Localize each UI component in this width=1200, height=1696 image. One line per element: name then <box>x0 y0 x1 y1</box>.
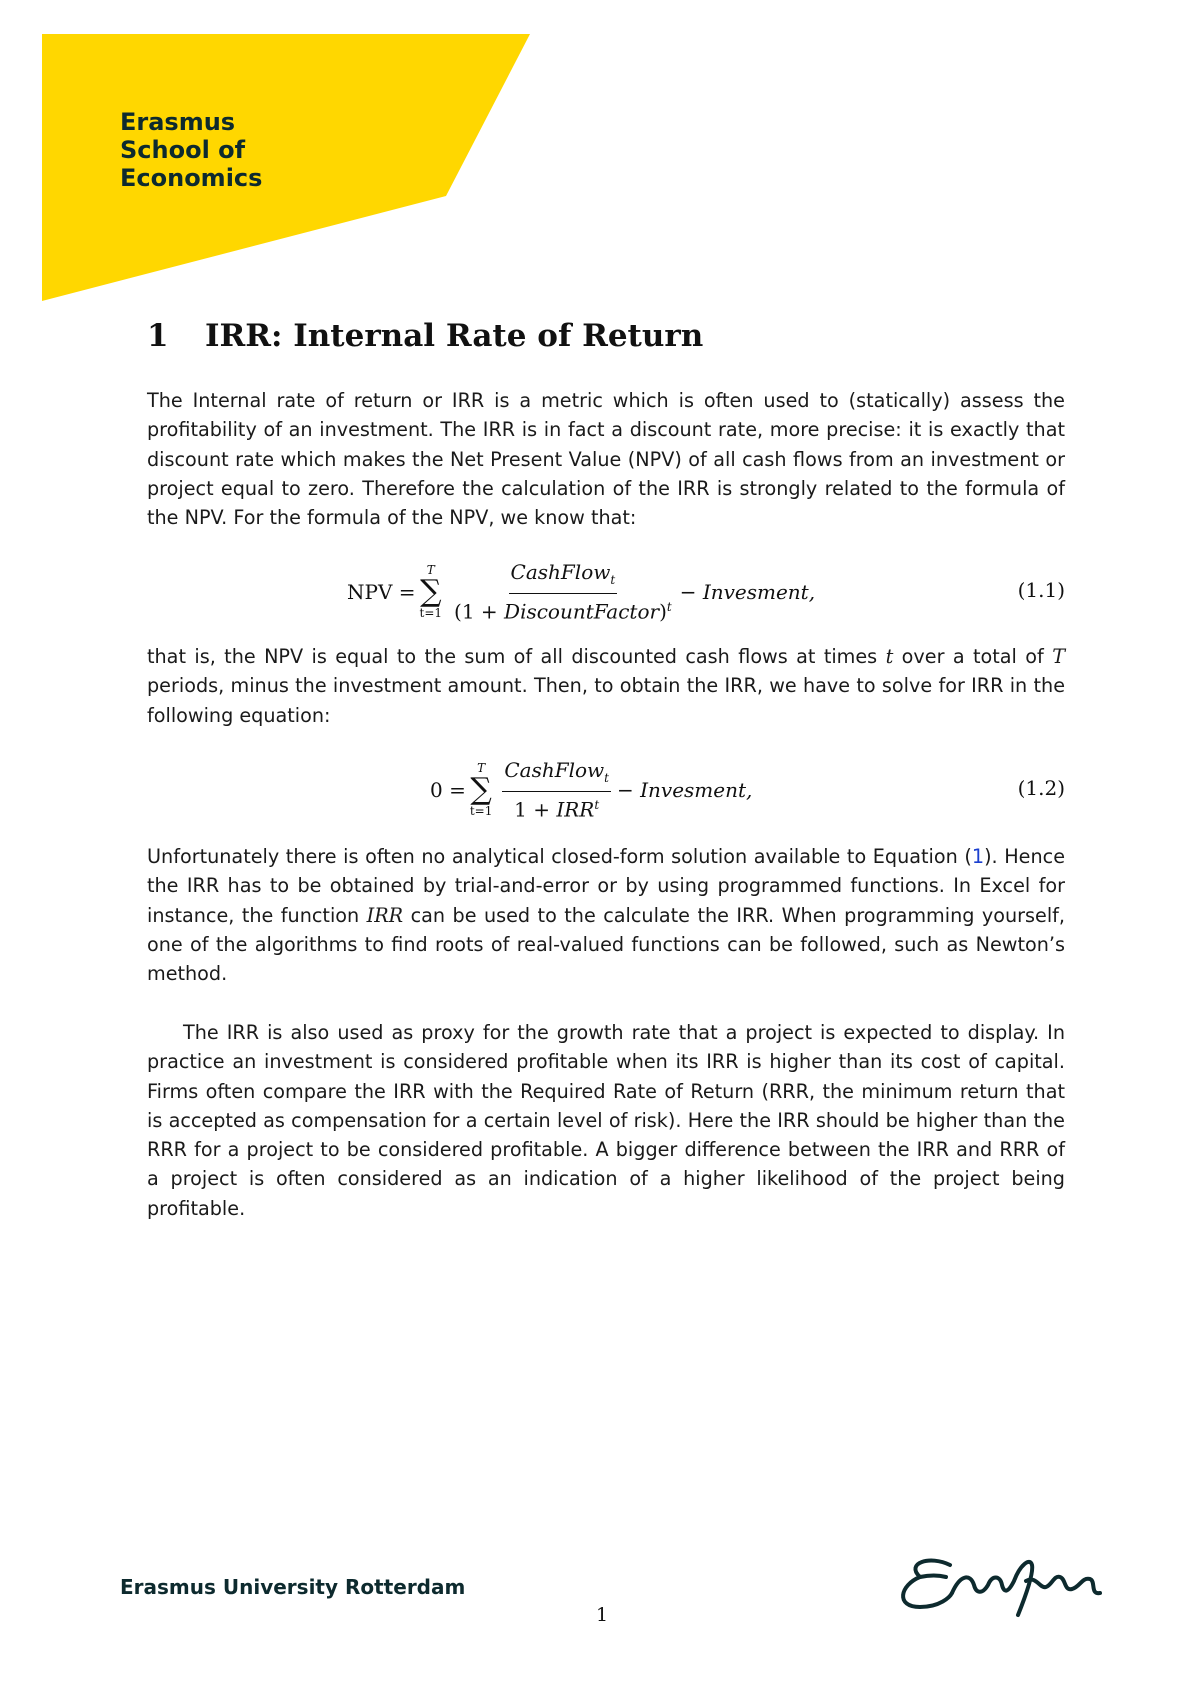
eq2-summation <box>470 762 493 818</box>
paragraph-npv-explanation <box>147 642 1065 730</box>
eq2-lhs: 0 = <box>430 778 466 802</box>
eq1-sum-lower: t=1 <box>419 606 443 620</box>
sigma-icon: ∑ <box>470 772 492 807</box>
p2-text-3: periods, minus the investment amount. Then, to obtain the IRR, we have to solve for IRR in the following equation: <box>147 674 1065 727</box>
p2-text-1: that is, the NPV is equal to the sum of all discounted cash flows at times <box>147 645 886 668</box>
section-number: 1 <box>147 318 169 354</box>
section-heading <box>147 318 703 354</box>
eq2-den-prefix: 1 + <box>514 797 557 822</box>
eq1-den-sup: t <box>666 600 672 615</box>
equation-npv-body <box>347 552 815 632</box>
sigma-icon: ∑ <box>420 574 442 609</box>
eq1-denominator <box>452 594 674 625</box>
equation-reference-link[interactable]: 1 <box>971 845 985 868</box>
header-banner <box>0 0 540 305</box>
p3-text-1: Unfortunately there is often no analytical closed-form solution available to Equation ( <box>147 845 972 868</box>
logo-line-3: Economics <box>120 164 263 192</box>
p2-text-2: over a total of <box>893 645 1053 668</box>
eq2-den-var: IRR <box>556 797 595 822</box>
eq2-fraction <box>502 757 611 823</box>
erasmus-signature-icon <box>890 1545 1110 1625</box>
paragraph-no-closed-form <box>147 842 1065 988</box>
logo-line-2: School of <box>120 136 246 164</box>
equation-irr <box>147 750 1065 830</box>
eq1-numerator <box>509 559 618 594</box>
eq2-number: (1.2) <box>1017 776 1065 800</box>
p2-var-t: t <box>885 645 894 668</box>
eq1-summation <box>420 564 443 620</box>
eq2-numerator-sub: t <box>604 771 609 786</box>
eq1-numerator-sub: t <box>610 573 616 588</box>
eq2-numerator <box>502 757 611 792</box>
eq2-denominator <box>512 792 601 823</box>
section-title-text: IRR: Internal Rate of Return <box>205 318 704 354</box>
p2-var-T: T <box>1052 645 1065 668</box>
paragraph-intro: The Internal rate of return or IRR is a metric which is often used to (statically) assess the profitability of an investment. The IRR is in fact a discount rate, more precise: it is exactly that discount rate which makes the Net Present Value (NPV) of all cash flows from an investment or project equal to zero. Therefore the calculation of the IRR is strongly related to the formula of the NPV. For the formula of the NPV, we know that: <box>147 389 1065 530</box>
eq1-den-var: DiscountFactor <box>504 599 660 624</box>
eq2-tail: − Invesment, <box>617 778 753 802</box>
p3-text-3: can be used to the calculate the IRR. When programming yourself, one of the algorithms to find roots of real-valued functions can be followed, such as Newton’s method. <box>147 903 1065 986</box>
paragraph-growth-rate: The IRR is also used as proxy for the growth rate that a project is expected to display. In practice an investment is considered profitable when its IRR is higher than its cost of capital. Firms often compare the IRR with the Required Rate of Return (RRR, the minimum return that is accepted as compensation for a certain level of risk). Here the IRR should be higher than the RRR for a project to be considered profitable. A bigger difference between the IRR and RRR of a project is often considered as an indication of a higher likelihood of the project being profitable. <box>147 1021 1065 1220</box>
p3-function-name: IRR <box>366 903 404 927</box>
eq1-sum-upper: T <box>426 563 435 577</box>
school-logo <box>120 108 262 192</box>
eq1-number: (1.1) <box>1017 578 1065 602</box>
eq1-numerator-text: CashFlow <box>510 560 611 585</box>
equation-npv <box>147 552 1065 632</box>
eq2-sum-upper: T <box>477 761 486 775</box>
eq2-sum-lower: t=1 <box>469 804 493 818</box>
eq1-tail: − Invesment, <box>679 580 816 604</box>
university-brand: Erasmus University Rotterdam <box>120 1575 466 1599</box>
equation-irr-body <box>430 750 752 830</box>
eq1-den-prefix: (1 + <box>454 599 505 624</box>
page-number: 1 <box>595 1604 609 1626</box>
p3-text-2: ). Hence the IRR has to be obtained by trial-and-error or by using programmed functions. In Excel for instance, the function <box>147 845 1065 927</box>
logo-line-1: Erasmus <box>120 108 236 136</box>
eq1-lhs: NPV = <box>347 580 416 604</box>
eq1-fraction <box>452 559 674 625</box>
eq2-den-sup: t <box>594 798 600 813</box>
eq1-den-suffix: ) <box>659 599 667 624</box>
eq2-numerator-text: CashFlow <box>504 758 605 783</box>
